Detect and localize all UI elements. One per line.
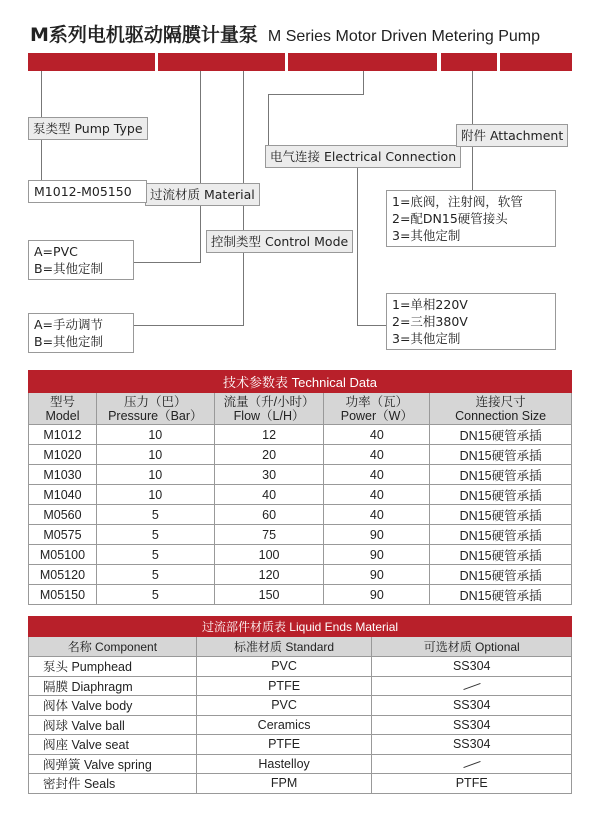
material-cell: SS304: [372, 696, 572, 716]
tech-cell: DN15硬管承插: [430, 545, 572, 565]
tech-cell: M0575: [29, 525, 97, 545]
connector-line: [41, 139, 42, 181]
code-segment-pump-type: [28, 53, 155, 71]
liquid-ends-title: 过流部件材质表 Liquid Ends Material: [29, 617, 572, 637]
title-cn: M系列电机驱动隔膜计量泵: [30, 24, 258, 46]
control-mode-options-box: [28, 313, 134, 353]
tech-cell: 10: [96, 445, 214, 465]
tech-cell: 40: [214, 485, 324, 505]
material-cell: 泵头 Pumphead: [29, 657, 197, 677]
technical-data-table: [28, 370, 572, 605]
tech-cell: 90: [324, 545, 430, 565]
header-component: 名称 Component: [29, 637, 197, 657]
material-cell: PVC: [196, 657, 372, 677]
connector-line: [268, 94, 364, 95]
tech-cell: 5: [96, 545, 214, 565]
connector-line: [133, 262, 201, 263]
connector-line: [200, 205, 201, 262]
material-cell: 阀球 Valve ball: [29, 715, 197, 735]
tech-cell: 90: [324, 585, 430, 605]
tech-cell: M05100: [29, 545, 97, 565]
tech-cell: 40: [324, 445, 430, 465]
header-connection: 连接尺寸 Connection Size: [430, 393, 572, 425]
tech-row: [29, 545, 572, 565]
material-row: [29, 696, 572, 716]
control-mode-option: B=其他定制: [34, 334, 104, 349]
material-option: B=其他定制: [34, 261, 104, 276]
attachment-option: 2=配DN15硬管接头: [392, 211, 508, 226]
tech-cell: DN15硬管承插: [430, 425, 572, 445]
electrical-option: 1=单相220V: [392, 297, 468, 312]
tech-cell: DN15硬管承插: [430, 505, 572, 525]
material-options-box: [28, 240, 134, 280]
pump-type-label: 泵类型 Pump Type: [28, 117, 148, 140]
header-standard: 标准材质 Standard: [196, 637, 372, 657]
connector-line: [357, 167, 358, 325]
tech-cell: DN15硬管承插: [430, 565, 572, 585]
not-available-dash: [463, 761, 480, 768]
tech-row: [29, 505, 572, 525]
tech-cell: 40: [324, 505, 430, 525]
tech-cell: 30: [214, 465, 324, 485]
title-en: M Series Motor Driven Metering Pump: [267, 28, 541, 45]
electrical-option: 2=三相380V: [392, 314, 468, 329]
attachment-label: 附件 Attachment: [456, 124, 568, 147]
tech-row: [29, 445, 572, 465]
material-cell: 阀弹簧 Valve spring: [29, 754, 197, 774]
technical-data-title: 技术参数表 Technical Data: [29, 371, 572, 393]
tech-cell: 75: [214, 525, 324, 545]
material-cell: [372, 754, 572, 774]
header-power: 功率（瓦） Power（W）: [324, 393, 430, 425]
attachment-options-box: [386, 190, 556, 247]
tech-cell: M05150: [29, 585, 97, 605]
header-flow: 流量（升/小时） Flow（L/H）: [214, 393, 324, 425]
connector-line: [472, 145, 473, 190]
tech-cell: 5: [96, 565, 214, 585]
header-model: 型号 Model: [29, 393, 97, 425]
tech-cell: 10: [96, 425, 214, 445]
tech-cell: M0560: [29, 505, 97, 525]
material-cell: PVC: [196, 696, 372, 716]
connector-line: [357, 325, 386, 326]
tech-row: [29, 565, 572, 585]
tech-cell: M1030: [29, 465, 97, 485]
pump-type-value-box: [28, 180, 147, 203]
tech-cell: M1020: [29, 445, 97, 465]
tech-cell: 90: [324, 525, 430, 545]
tech-cell: 5: [96, 585, 214, 605]
material-row: [29, 774, 572, 794]
connector-line: [133, 325, 244, 326]
attachment-option: 1=底阀，注射阀，软管: [392, 194, 523, 209]
not-available-dash: [463, 683, 480, 690]
material-row: [29, 657, 572, 677]
material-cell: PTFE: [196, 676, 372, 696]
tech-row: [29, 485, 572, 505]
tech-cell: 60: [214, 505, 324, 525]
page-title: [30, 20, 540, 50]
material-row: [29, 754, 572, 774]
header-pressure: 压力（巴） Pressure（Bar）: [96, 393, 214, 425]
electrical-option: 3=其他定制: [392, 331, 461, 346]
tech-cell: 12: [214, 425, 324, 445]
material-cell: SS304: [372, 735, 572, 755]
material-cell: 隔膜 Diaphragm: [29, 676, 197, 696]
connector-line: [41, 71, 42, 118]
liquid-ends-table: [28, 616, 572, 794]
material-cell: Hastelloy: [196, 754, 372, 774]
tech-cell: DN15硬管承插: [430, 585, 572, 605]
tech-cell: M05120: [29, 565, 97, 585]
tech-cell: 10: [96, 485, 214, 505]
material-cell: SS304: [372, 715, 572, 735]
control-mode-label: 控制类型 Control Mode: [206, 230, 353, 253]
tech-cell: 150: [214, 585, 324, 605]
tech-cell: DN15硬管承插: [430, 485, 572, 505]
material-cell: PTFE: [196, 735, 372, 755]
tech-cell: M1012: [29, 425, 97, 445]
tech-cell: 5: [96, 525, 214, 545]
connector-line: [268, 94, 269, 146]
control-mode-option: A=手动调节: [34, 317, 104, 332]
material-cell: PTFE: [372, 774, 572, 794]
material-option: A=PVC: [34, 244, 78, 259]
code-segment-material-control: [158, 53, 285, 71]
header-optional: 可选材质 Optional: [372, 637, 572, 657]
tech-cell: 5: [96, 505, 214, 525]
connector-line: [243, 71, 244, 231]
pump-type-value: M1012-M05150: [34, 184, 132, 199]
tech-cell: 90: [324, 565, 430, 585]
material-label: 过流材质 Material: [145, 183, 260, 206]
material-cell: Ceramics: [196, 715, 372, 735]
tech-cell: 40: [324, 425, 430, 445]
material-cell: 阀座 Valve seat: [29, 735, 197, 755]
attachment-option: 3=其他定制: [392, 228, 461, 243]
tech-row: [29, 585, 572, 605]
tech-cell: DN15硬管承插: [430, 525, 572, 545]
tech-row: [29, 425, 572, 445]
tech-cell: 120: [214, 565, 324, 585]
tech-cell: 10: [96, 465, 214, 485]
tech-cell: M1040: [29, 485, 97, 505]
tech-cell: DN15硬管承插: [430, 445, 572, 465]
tech-cell: 100: [214, 545, 324, 565]
code-segment-electrical: [288, 53, 437, 71]
connector-line: [200, 71, 201, 184]
connector-line: [472, 71, 473, 124]
electrical-options-box: [386, 293, 556, 350]
material-cell: FPM: [196, 774, 372, 794]
material-cell: SS304: [372, 657, 572, 677]
material-row: [29, 735, 572, 755]
tech-cell: 20: [214, 445, 324, 465]
connector-line: [363, 71, 364, 94]
material-row: [29, 676, 572, 696]
material-cell: 阀体 Valve body: [29, 696, 197, 716]
code-segment-attachment-2: [500, 53, 572, 71]
material-cell: [372, 676, 572, 696]
tech-row: [29, 525, 572, 545]
material-row: [29, 715, 572, 735]
electrical-connection-label: 电气连接 Electrical Connection: [265, 145, 461, 168]
tech-row: [29, 465, 572, 485]
tech-cell: 40: [324, 465, 430, 485]
tech-cell: 40: [324, 485, 430, 505]
code-segment-attachment-1: [441, 53, 497, 71]
material-cell: 密封件 Seals: [29, 774, 197, 794]
tech-cell: DN15硬管承插: [430, 465, 572, 485]
connector-line: [243, 251, 244, 325]
